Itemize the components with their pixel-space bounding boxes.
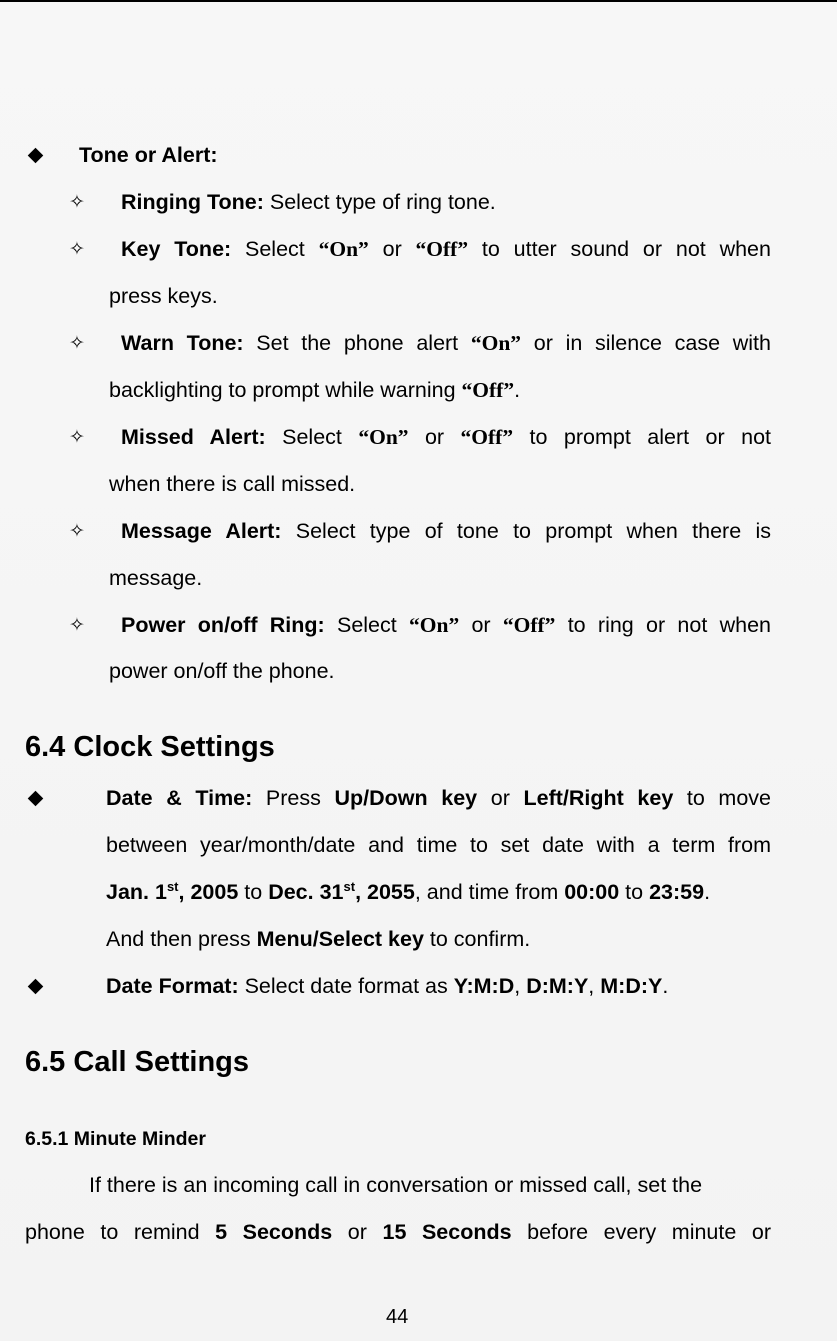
message-alert-item: Message Alert: Select type of tone to prompt when there is	[121, 519, 771, 543]
missed-alert-label: Missed Alert:	[121, 425, 266, 449]
four-point-star-icon: ✧	[69, 191, 85, 213]
date-time-line-1: Date & Time: Press Up/Down key or Left/Right key to move	[106, 786, 772, 810]
four-point-star-icon: ✧	[69, 238, 85, 260]
warn-tone-continuation: backlighting to prompt while warning “Off”.	[109, 378, 521, 402]
clock-settings-heading: 6.4 Clock Settings	[25, 731, 275, 763]
minute-minder-heading: 6.5.1 Minute Minder	[25, 1128, 206, 1150]
tone-section-heading: Tone or Alert:	[79, 143, 218, 167]
page-number: 44	[386, 1306, 409, 1328]
power-ring-continuation: power on/off the phone.	[109, 659, 335, 683]
four-point-star-icon: ✧	[69, 614, 85, 636]
warn-tone-item: Warn Tone: Set the phone alert “On” or in silence case with	[121, 331, 771, 355]
date-format-item: Date Format: Select date format as Y:M:D, D:M:Y, M:D:Y.	[106, 974, 669, 998]
key-tone-label: Key Tone:	[121, 237, 232, 261]
message-alert-continuation: message.	[109, 566, 203, 590]
power-ring-item: Power on/off Ring: Select “On” or “Off” to ring or not when	[121, 613, 771, 637]
call-settings-heading: 6.5 Call Settings	[25, 1046, 250, 1078]
warn-tone-label: Warn Tone:	[121, 331, 244, 355]
ringing-tone-item: Ringing Tone: Select type of ring tone.	[121, 190, 496, 214]
date-time-line-3: Jan. 1st, 2005 to Dec. 31st, 2055, and time from 00:00 to 23:59.	[106, 879, 711, 904]
four-point-star-icon: ✧	[69, 520, 85, 542]
date-time-line-4: And then press Menu/Select key to confirm.	[106, 927, 531, 951]
ringing-tone-label: Ringing Tone:	[121, 190, 264, 214]
minute-minder-line-2: phone to remind 5 Seconds or 15 Seconds before every minute or	[25, 1220, 771, 1244]
date-format-label: Date Format:	[106, 974, 239, 998]
missed-alert-item: Missed Alert: Select “On” or “Off” to prompt alert or not	[121, 425, 771, 449]
key-tone-continuation: press keys.	[109, 284, 218, 308]
message-alert-label: Message Alert:	[121, 519, 282, 543]
four-point-star-icon: ✧	[69, 426, 85, 448]
power-ring-label: Power on/off Ring:	[121, 613, 325, 637]
date-time-label: Date & Time:	[106, 786, 253, 810]
missed-alert-continuation: when there is call missed.	[109, 472, 356, 496]
date-time-line-2: between year/month/date and time to set date with a term from	[106, 833, 771, 857]
key-tone-item: Key Tone: Select “On” or “Off” to utter sound or not when	[121, 237, 771, 261]
four-point-star-icon: ✧	[69, 332, 85, 354]
minute-minder-line-1: If there is an incoming call in conversation or missed call, set the	[89, 1173, 703, 1197]
